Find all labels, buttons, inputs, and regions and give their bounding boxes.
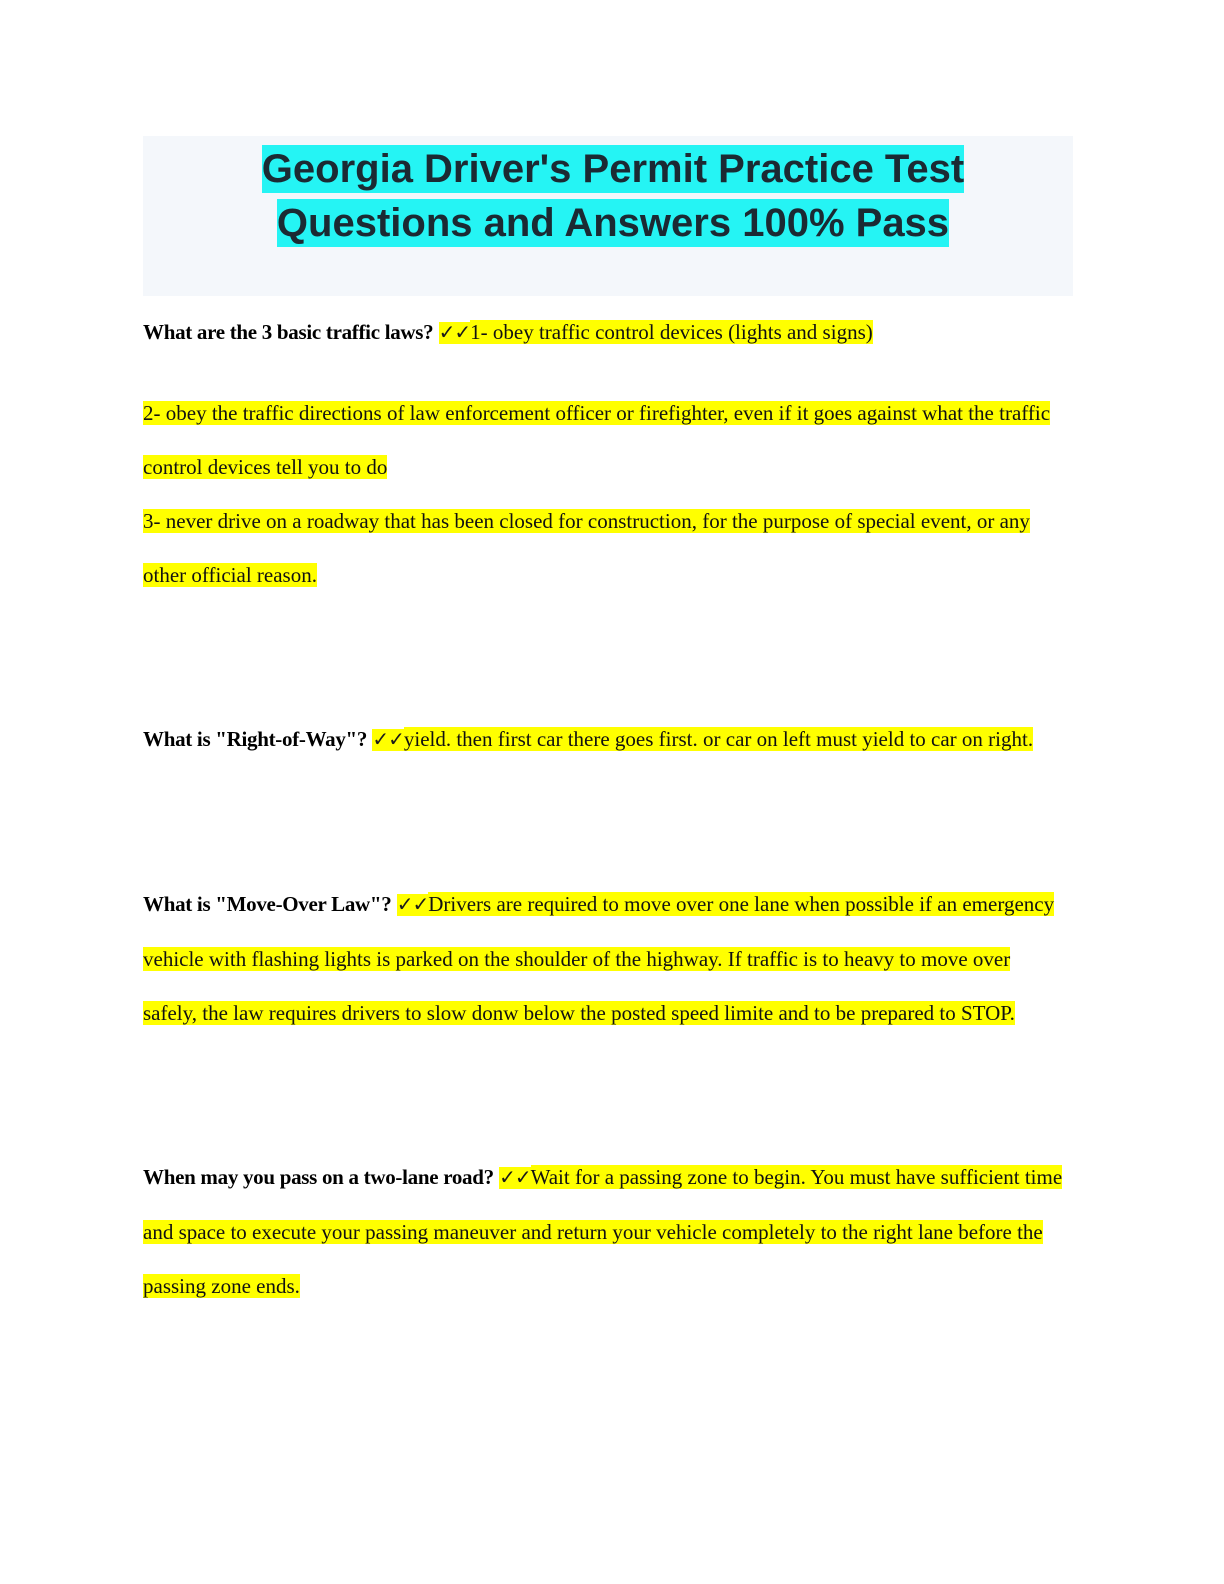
qa-item — [143, 877, 1063, 1040]
question-text: When may you pass on a two-lane road? — [143, 1165, 494, 1189]
answer-text: Drivers are required to move over one lane when possible if an emergency vehicle with flashing lights is parked on the shoulder of the highway. If traffic is to heavy to move over safely, the law requires drivers to slow donw below the posted speed limite and to be prepared to STOP. — [143, 892, 1055, 1025]
answer-text: 1- obey traffic control devices (lights and signs) — [470, 320, 873, 344]
check-icon: ✓✓ — [438, 322, 471, 344]
qa-line — [143, 305, 1063, 360]
answer-text: Wait for a passing zone to begin. You must have sufficient time and space to execute your passing maneuver and return your vehicle completely to the right lane before the passing zone ends. — [143, 1165, 1063, 1298]
qa-item — [143, 712, 1063, 767]
spacer — [143, 360, 1063, 386]
qa-line — [143, 877, 1063, 1040]
qa-line — [143, 712, 1063, 767]
qa-line — [143, 386, 1063, 494]
question-text: What are the 3 basic traffic laws? — [143, 320, 434, 344]
qa-line — [143, 1150, 1063, 1313]
question-text: What is "Right-of-Way"? — [143, 727, 368, 751]
page-title — [183, 142, 1043, 250]
check-icon: ✓✓ — [499, 1167, 531, 1189]
answer-text: yield. then first car there goes first. or car on left must yield to car on right. — [403, 727, 1034, 751]
question-text: What is "Move-Over Law"? — [143, 892, 392, 916]
answer-text: 3- never drive on a roadway that has been closed for construction, for the purpose of special event, or any other official reason. — [143, 509, 1030, 587]
spacer — [143, 616, 1063, 712]
document-body — [143, 305, 1063, 1327]
answer-text: 2- obey the traffic directions of law enforcement officer or firefighter, even if it goes against what the traffic control devices tell you to do — [143, 401, 1051, 479]
qa-line — [143, 494, 1063, 602]
qa-item — [143, 305, 1063, 602]
check-icon: ✓✓ — [372, 729, 404, 751]
spacer — [143, 1054, 1063, 1150]
check-icon: ✓✓ — [396, 894, 429, 916]
qa-item — [143, 1150, 1063, 1313]
page-title-text: Georgia Driver's Permit Practice Test Questions and Answers 100% Pass — [261, 147, 965, 245]
spacer — [143, 781, 1063, 877]
